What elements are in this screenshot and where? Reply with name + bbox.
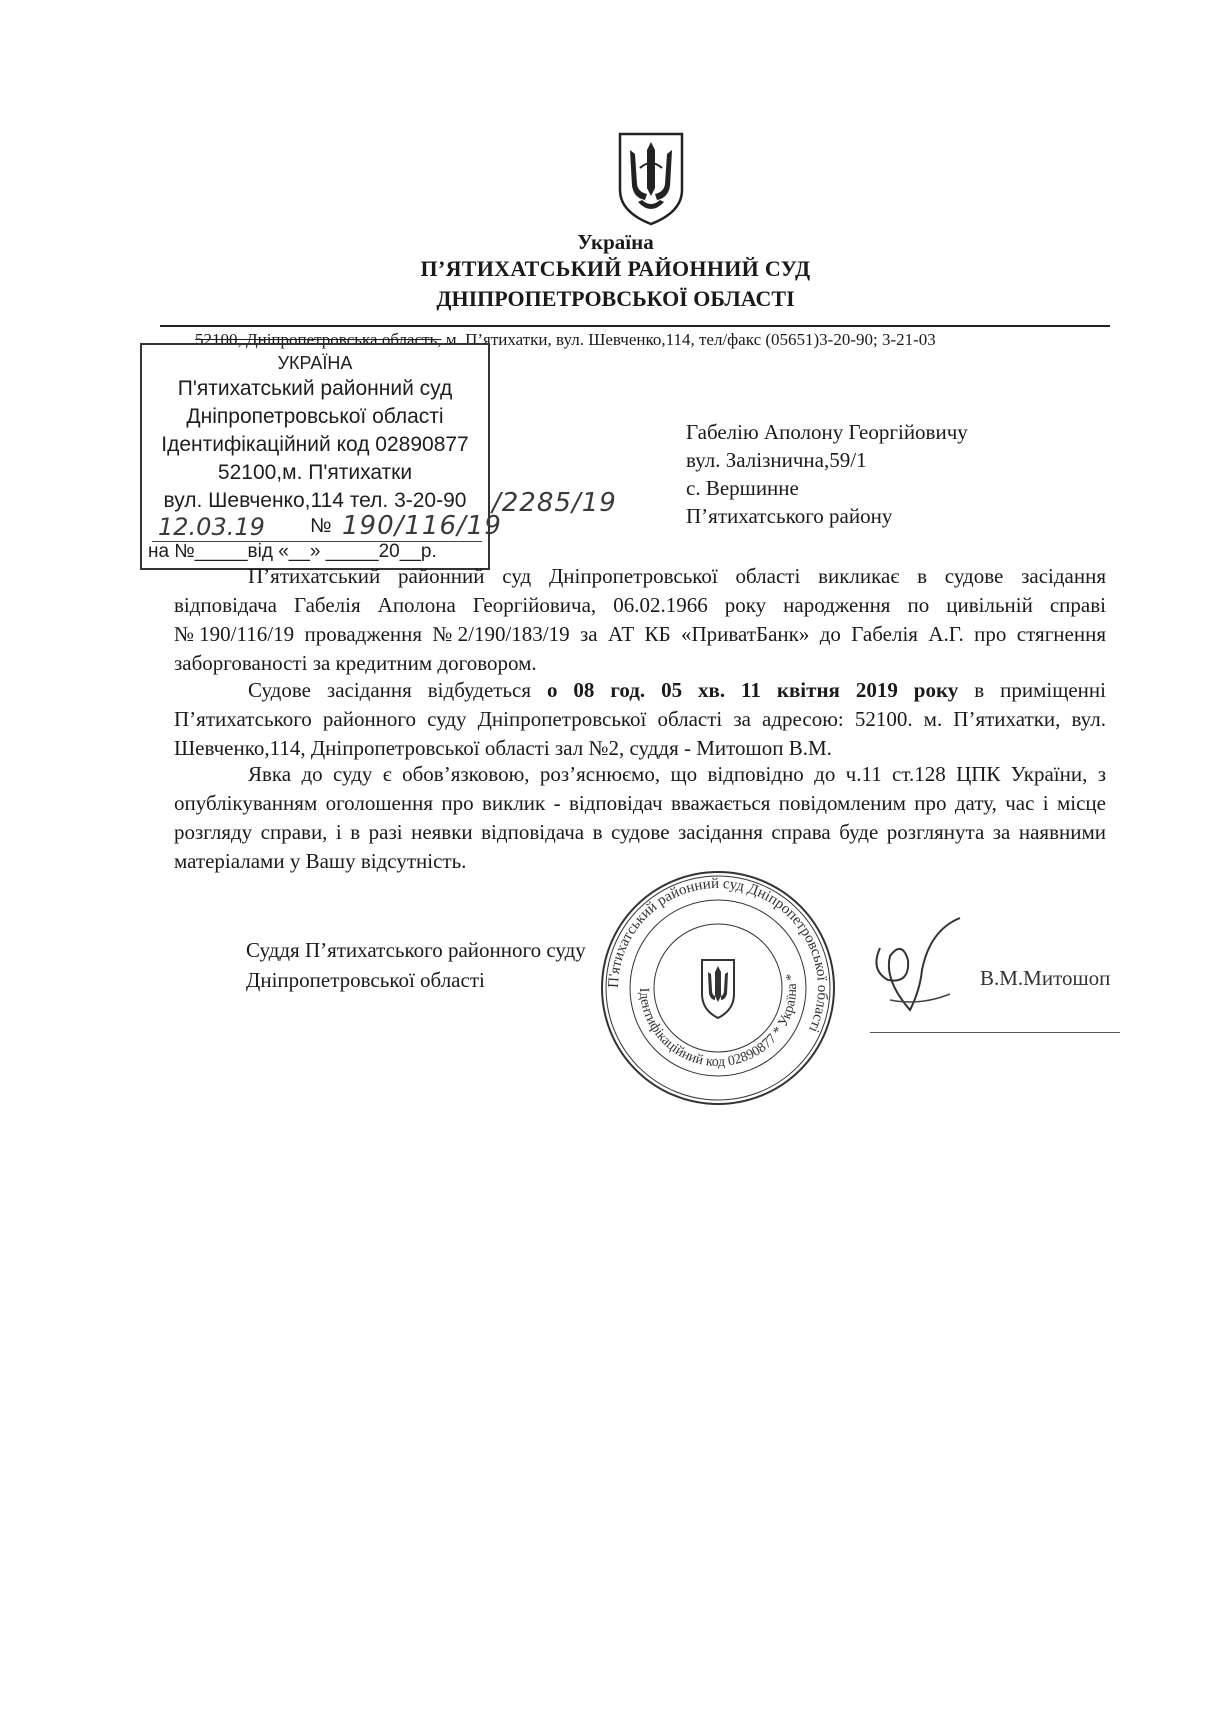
body-paragraph-hearing [174, 676, 1106, 763]
recipient-street: вул. Залізнична,59/1 [686, 448, 867, 472]
stamp-line-reference: на №_____від «__» _____20__р. [148, 541, 437, 562]
stamp-line-region: Дніпропетровської області [186, 405, 444, 428]
recipient-name: Габелію Аполону Георгійовичу [686, 420, 968, 444]
seal-inner-text: Ідентифікаційний код 02890877 * Україна * [635, 972, 801, 1071]
judge-name: В.М.Митошоп [980, 966, 1111, 990]
seal-trident-icon [702, 960, 734, 1018]
hearing-location: в приміщенні П’ятихатського районного суду Дніпропетровської області за адресою: 52100. м. П’ятихатки, вул. Шевченко,114, Дніпропетровської області зал №2, суддя - Митошоп В.М. [174, 678, 1106, 760]
stamp-handwritten-number: 190/116/19 [342, 511, 502, 541]
stamp-line-city: 52100,м. П'ятихатки [217, 461, 413, 484]
country-heading: Україна [577, 230, 654, 254]
recipient-village: с. Вершинне [686, 476, 799, 500]
hearing-intro: Судове засідання відбудеться [248, 678, 547, 702]
hearing-datetime: о 08 год. 05 хв. 11 квітня 2019 року [546, 678, 959, 702]
court-address-struck: 52100, Дніпропетровська область, [195, 330, 442, 349]
stamp-line-court: П'ятихатський районний суд [177, 377, 453, 400]
header-rule [160, 325, 1110, 327]
stamp-handwritten-number-continued: /2285/19 [492, 488, 617, 518]
court-address-rest: м. П’ятихатки, вул. Шевченко,114, тел/факс (05651)3-20-90; 3-21-03 [441, 330, 936, 349]
court-seal [598, 868, 838, 1108]
signer-title-line2: Дніпропетровської області [246, 968, 485, 992]
body-paragraph-notice: Явка до суду є обов’язковою, роз’яснюємо, що відповідно до ч.11 ст.128 ЦПК України, з опублікуванням оголошення про виклик - відповідач вважається повідомленим про дату, час і місце розгляду справи, і в разі неявки відповідача в судове засідання справа буде розглянута за наявними матеріалами у Вашу відсутність. [174, 762, 1106, 873]
registration-stamp [140, 343, 502, 570]
signature-line [870, 1032, 1120, 1033]
stamp-line-country: УКРАЇНА [277, 353, 353, 373]
stamp-number-label: № [310, 515, 332, 537]
recipient-district: П’ятихатського району [686, 504, 893, 528]
region-heading: ДНІПРОПЕТРОВСЬКОЇ ОБЛАСТІ [436, 286, 795, 311]
court-heading: П’ЯТИХАТСЬКИЙ РАЙОННИЙ СУД [420, 256, 811, 281]
seal-outer-text: П'ятихатський районний суд Дніпропетровської області [605, 875, 831, 1035]
coat-of-arms-icon [612, 128, 690, 228]
stamp-line-code: Ідентифікаційний код 02890877 [161, 433, 469, 456]
stamp-line-street: вул. Шевченко,114 тел. 3-20-90 [163, 489, 467, 512]
body-paragraph-summons: П’ятихатський районний суд Дніпропетровської області викликає в судове засідання відповідача Габелія Аполона Георгійовича, 06.02.1966 року народження по цивільній справі №190/116/19 провадження №2/190/183/19 за АТ КБ «ПриватБанк» до Габелія А.Г. про стягнення заборгованості за кредитним договором. [174, 564, 1106, 675]
signer-title-line1: Суддя П’ятихатського районного суду [246, 938, 586, 962]
stamp-handwritten-date: 12.03.19 [158, 513, 265, 541]
